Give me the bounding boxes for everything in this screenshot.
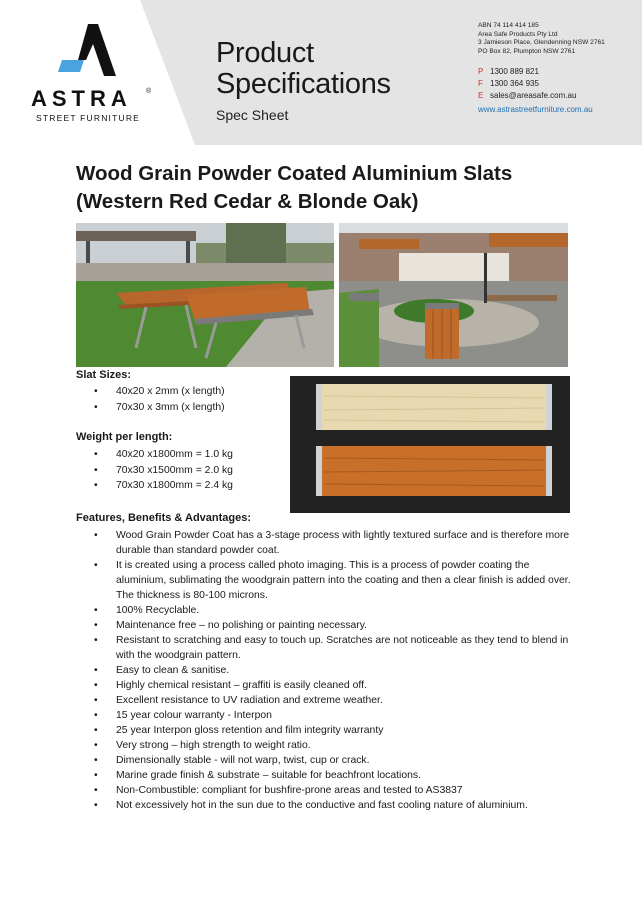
phone-key: P [478,67,484,77]
list-item: • Dimensionally stable - will not warp, twist, cup or crack. [94,753,574,768]
abn: ABN 74 114 414 185 [478,22,539,29]
list-item: • Very strong – high strength to weight ratio. [94,738,574,753]
address-line1: 3 Jamieson Place, Glendenning NSW 2761 [478,39,605,47]
logo-registered-mark: ® [146,88,152,95]
bench-setting-photo [76,223,334,367]
phone-block [478,66,605,102]
list-item: • 15 year colour warranty - Interpon [94,708,574,723]
list-item: • Marine grade finish & substrate – suitable for beachfront locations. [94,768,574,783]
list-item: • Highly chemical resistant – graffiti is easily cleaned off. [94,678,574,693]
logo-subtitle: STREET FURNITURE [36,113,141,123]
slat-sizes-label: Slat Sizes: [76,369,132,381]
features-list [94,528,574,813]
slat-samples-photo [290,376,570,513]
header-subtitle: Spec Sheet [216,107,289,123]
list-item: • 70x30 x 3mm (x length) [94,400,225,416]
weight-list [94,447,233,494]
weight-label: Weight per length: [76,431,173,443]
list-item: • It is created using a process called photo imaging. This is a process of powder coating the aluminium, sublimating the woodgrain pattern into the coating and then a clear finish is added over. The thickness is 80-100 microns. [94,558,574,603]
list-item: • 70x30 x1500mm = 2.0 kg [94,463,233,479]
list-item: • Resistant to scratching and easy to touch up. Scratches are not noticeable as they tend to blend in with the woodgrain pattern. [94,633,574,663]
document-title-line1: Wood Grain Powder Coated Aluminium Slats [76,162,513,185]
fax-key: F [478,79,483,89]
list-item: • 40x20 x1800mm = 1.0 kg [94,447,233,463]
slat-sizes-list [94,384,225,415]
logo-wordmark: ASTRA [31,86,132,111]
list-item: • 25 year Interpon gloss retention and film integrity warranty [94,723,574,738]
list-item: • 70x30 x1800mm = 2.4 kg [94,478,233,494]
list-item: • Excellent resistance to UV radiation and extreme weather. [94,693,574,708]
document-title [76,160,512,216]
address-line2: PO Box 82, Plumpton NSW 2761 [478,47,576,55]
list-item: • Not excessively hot in the sun due to the conductive and fast cooling nature of aluminium. [94,798,574,813]
document-title-line2: (Western Red Cedar & Blonde Oak) [76,190,419,213]
header-title-line2: Specifications [216,68,391,100]
email-link[interactable]: sales@areasafe.com.au [490,91,577,101]
features-label: Features, Benefits & Advantages: [76,512,252,524]
list-item: • 100% Recyclable. [94,603,574,618]
contact-block [478,22,605,115]
courtyard-bin-photo [339,223,568,367]
list-item: • 40x20 x 2mm (x length) [94,384,225,400]
header-title [216,38,391,100]
list-item: • Easy to clean & sanitise. [94,663,574,678]
fax-number: 1300 364 935 [490,79,539,89]
header-title-line1: Product [216,37,314,69]
company-name: Area Safe Products Pty Ltd [478,30,558,38]
astra-logo-icon [58,24,118,80]
email-key: E [478,91,484,101]
phone-number: 1300 889 821 [490,67,539,77]
list-item: • Maintenance free – no polishing or painting necessary. [94,618,574,633]
list-item: • Wood Grain Powder Coat has a 3-stage process with lightly textured surface and is therefore more durable than standard powder coat. [94,528,574,558]
list-item: • Non-Combustible: compliant for bushfire-prone areas and tested to AS3837 [94,783,574,798]
website-link[interactable]: www.astrastreetfurniture.com.au [478,105,593,115]
